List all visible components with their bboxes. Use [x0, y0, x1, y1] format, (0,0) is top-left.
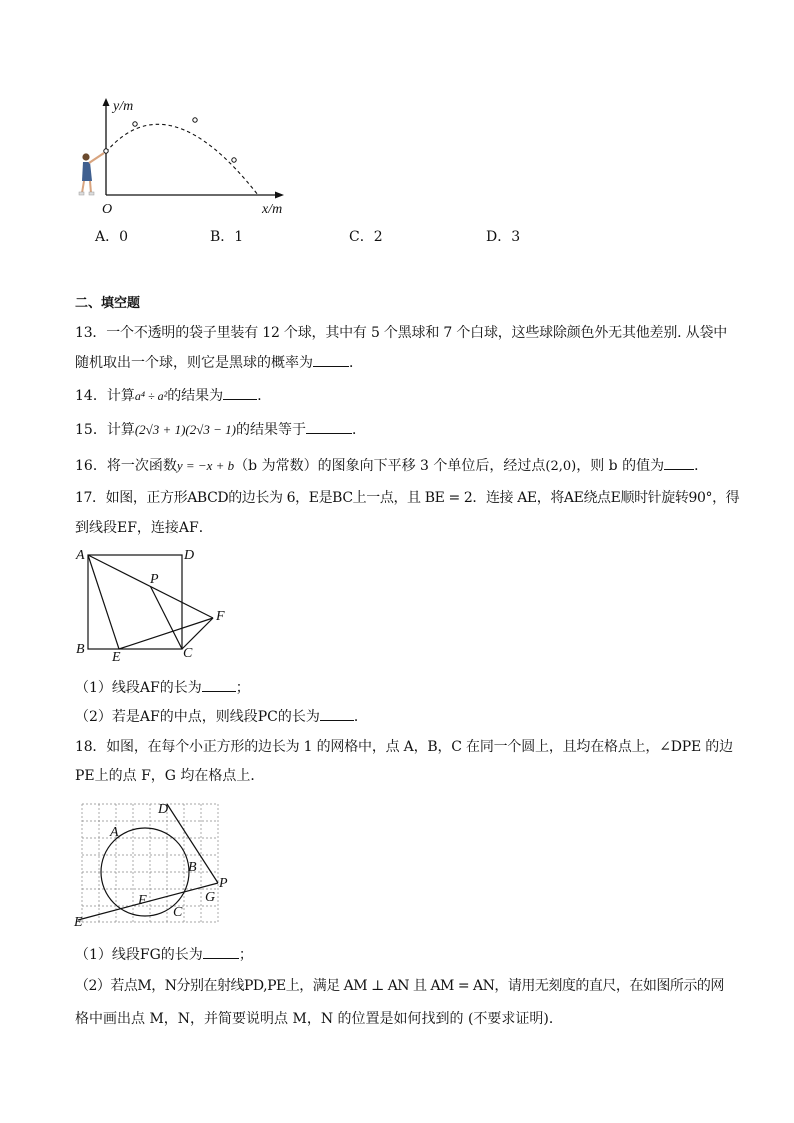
q17-label-p: P [150, 572, 159, 587]
q18-label-a: A [110, 825, 119, 840]
answer-blank[interactable] [313, 352, 349, 367]
answer-blank[interactable] [664, 455, 694, 470]
option-b: B．1 [210, 229, 244, 245]
section-title: 二、填空题 [75, 296, 141, 311]
q17-label-b: B [76, 642, 85, 657]
q17-label-f: F [216, 609, 225, 624]
y-axis-label: y/m [113, 99, 134, 114]
q17-square-figure [70, 545, 240, 670]
q17-label-a: A [76, 548, 85, 563]
q18-sub2-line2: 格中画出点 M，N，并简要说明点 M，N 的位置是如何找到的 (不要求证明)． [75, 1011, 563, 1027]
answer-blank[interactable] [223, 385, 257, 400]
q17-sub1: （1）线段AF的长为 ； [75, 677, 250, 698]
q18-label-g: G [205, 890, 216, 905]
q18-label-b: B [188, 860, 197, 875]
answer-blank[interactable] [306, 419, 352, 434]
q18-label-p: P [219, 876, 228, 891]
q18-sub2-line1: （2）若点M，N分别在射线PD,PE上，满足 AM ⊥ AN 且 AM = AN，请用无刻度的直尺，在如图所示的网 [75, 978, 724, 994]
q17-label-d: D [184, 548, 195, 563]
option-a: A．0 [95, 229, 129, 245]
q17-line2: 到线段EF，连接AF． [75, 520, 213, 536]
q15: 15．计算(2√3 + 1)(2√3 − 1)的结果等于 ． [75, 419, 366, 440]
q18-label-f: F [138, 893, 147, 908]
answer-blank[interactable] [320, 706, 354, 721]
q18-line2: PE上的点 F，G 均在格点上． [75, 768, 265, 784]
q13-line2: 随机取出一个球，则它是黑球的概率为 ． [75, 352, 363, 373]
option-c: C．2 [349, 229, 383, 245]
q18-grid-figure [70, 800, 240, 928]
q14: 14．计算a⁴ ÷ a²的结果为 ． [75, 385, 271, 406]
q18-label-d: D [158, 802, 169, 817]
q18-label-e: E [74, 915, 83, 930]
q16-point: (2,0) [545, 459, 577, 474]
answer-blank[interactable] [203, 944, 239, 959]
answer-blank[interactable] [202, 677, 236, 692]
q16-expr: y = −x + b [176, 458, 235, 473]
q18-label-c: C [173, 905, 183, 920]
origin-label: O [102, 202, 113, 217]
q17-label-e: E [112, 650, 121, 665]
q17-label-c: C [183, 646, 193, 661]
q18-line1: 18．如图，在每个小正方形的边长为 1 的网格中，点 A，B，C 在同一个圆上，且均在格点上，∠DPE 的边 [75, 739, 733, 755]
q18-sub1: （1）线段FG的长为 ； [75, 944, 253, 965]
option-d: D．3 [486, 229, 521, 245]
q17-sub2: （2）若是AF的中点，则线段PC的长为 ． [75, 706, 368, 727]
q13-line1: 13．一个不透明的袋子里装有 12 个球，其中有 5 个黑球和 7 个白球，这些球除颜色外无其他差别. 从袋中 [75, 325, 728, 341]
q14-expr: a⁴ ÷ a² [134, 389, 168, 403]
q16: 16．将一次函数y = −x + b（b 为常数）的图象向下平移 3 个单位后，经过点(2,0)，则 b 的值为 ． [75, 455, 708, 477]
x-axis-label: x/m [262, 202, 283, 217]
q17-line1: 17．如图，正方形ABCD的边长为 6，E是BC上一点，且 BE = 2．连接 AE，将AE绕点E顺时针旋转90°，得 [75, 490, 740, 506]
thrower-figure [79, 153, 104, 195]
q15-expr: (2√3 + 1)(2√3 − 1) [134, 422, 236, 437]
